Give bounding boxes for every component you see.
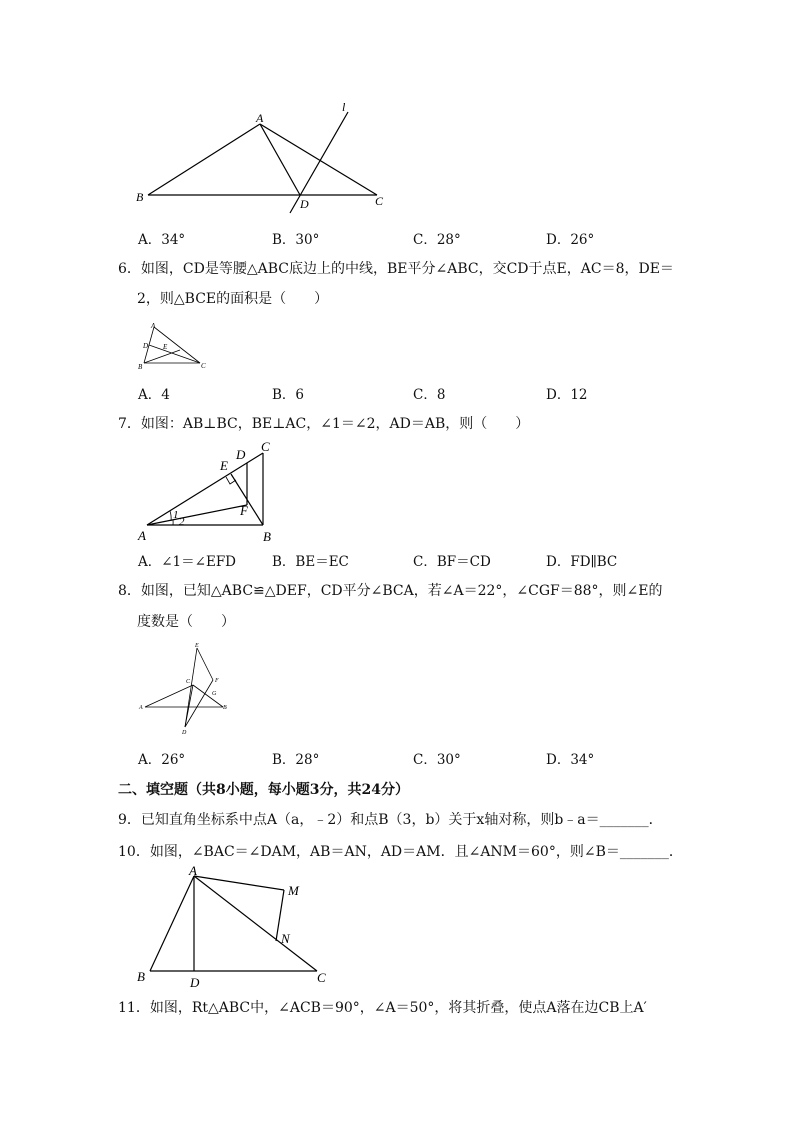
q8-figure [137,640,237,735]
q7-stem-line1: 7．如图：AB⊥BC，BE⊥AC，∠1＝∠2，AD＝AB，则（ ） [118,416,530,432]
q7-label-f: F [240,503,248,518]
q7-figure [130,437,290,547]
q10-label-c: C [317,970,326,985]
q8-label-e: E [195,643,199,649]
q5-option-b[interactable]: B．30° [272,232,320,248]
q6-label-e: E [163,343,168,351]
q6-options [138,383,698,403]
q5-label-d: D [300,197,309,211]
q5-segment-ad [260,124,300,195]
q6-option-d[interactable]: D．12 [546,387,588,403]
q7-option-c[interactable]: C．BF＝CD [413,554,491,570]
q7-label-c: C [261,439,270,454]
q7-label-b: B [263,529,271,544]
q8-options [138,748,698,768]
q5-option-c[interactable]: C．28° [413,232,461,248]
q6-option-c[interactable]: C．8 [413,387,446,403]
q8-label-f: F [215,678,219,684]
q5-options [138,228,698,248]
q8-option-a[interactable]: A．26° [138,752,186,768]
q7-option-d[interactable]: D．FD∥BC [546,554,618,570]
q5-line-l [290,112,348,213]
q5-label-l: l [342,100,346,114]
q5-segment-ac [260,124,377,195]
q7-options [138,550,698,570]
q7-option-b[interactable]: B．BE＝EC [272,554,349,570]
q6-label-d: D [143,342,149,350]
q6-label-a: A [151,322,156,330]
q10-segment-am [194,876,284,890]
q5-figure [130,95,400,220]
q7-label-e: E [220,458,228,473]
q5-label-b: B [136,190,144,204]
q5-option-d[interactable]: D．26° [546,232,595,248]
q8-option-c[interactable]: C．30° [413,752,461,768]
q8-option-d[interactable]: D．34° [546,752,595,768]
q7-label-a: A [138,528,146,543]
q6-figure [136,320,216,372]
q10-label-a: A [189,864,197,878]
q6-label-c: C [201,362,206,370]
q8-segment-ef [197,648,213,680]
q10-stem-line1: 10．如图，∠BAC＝∠DAM，AB＝AN，AD＝AM．且∠ANM＝60°，则∠B＝_______． [118,844,683,860]
q6-segment-be [144,350,180,363]
q10-segment-ab [150,876,194,971]
q10-label-m: M [288,883,299,898]
q9-stem: 9．已知直角坐标系中点A（a，﹣2）和点B（3，b）关于x轴对称，则b﹣a＝_______． [118,812,663,828]
q8-stem-line1: 8．如图，已知△ABC≌△DEF，CD平分∠BCA，若∠A＝22°，∠CGF＝88°，则∠E的 [118,583,663,599]
q6-stem-line2: 2，则△BCE的面积是（ ） [137,291,329,307]
q7-label-angle-1: 1 [173,509,179,521]
q6-label-b: B [138,363,143,371]
q5-segment-ba [148,124,260,195]
q8-stem-line2: 度数是（ ） [137,614,235,630]
q6-option-b[interactable]: B．6 [272,387,305,403]
q8-label-a: A [139,705,143,711]
q8-segment-ac [145,685,193,707]
q7-option-a[interactable]: A．∠1＝∠EFD [138,554,237,570]
q5-option-a[interactable]: A．34° [138,232,186,248]
q8-option-b[interactable]: B．28° [272,752,320,768]
q8-label-d: D [182,730,187,735]
q10-label-n: N [281,931,290,946]
q8-label-c: C [186,679,191,685]
q6-segment-cd [149,345,200,363]
q5-label-a: A [256,111,264,125]
q11-stem: 11．如图，Rt△ABC中，∠ACB＝90°，∠A＝50°，将其折叠，使点A落在边CB上A′ [118,1000,647,1016]
q10-label-b: B [137,969,145,984]
q8-label-b: B [223,705,227,711]
section-2-heading: 二、填空题（共8小题，每小题3分，共24分） [118,782,409,798]
q7-angle-1-arc [170,511,171,521]
q8-label-g: G [212,691,217,697]
q7-label-angle-2: 2 [179,516,185,528]
q6-segment-ac [154,327,200,363]
q6-stem-line1: 6．如图，CD是等腰△ABC底边上的中线，BE平分∠ABC，交CD于点E，AC＝8，DE＝ [118,261,674,277]
q10-label-d: D [190,975,200,990]
q5-label-c: C [375,194,384,208]
q6-option-a[interactable]: A．4 [138,387,170,403]
q10-figure [130,864,340,992]
q7-label-d: D [236,447,246,462]
